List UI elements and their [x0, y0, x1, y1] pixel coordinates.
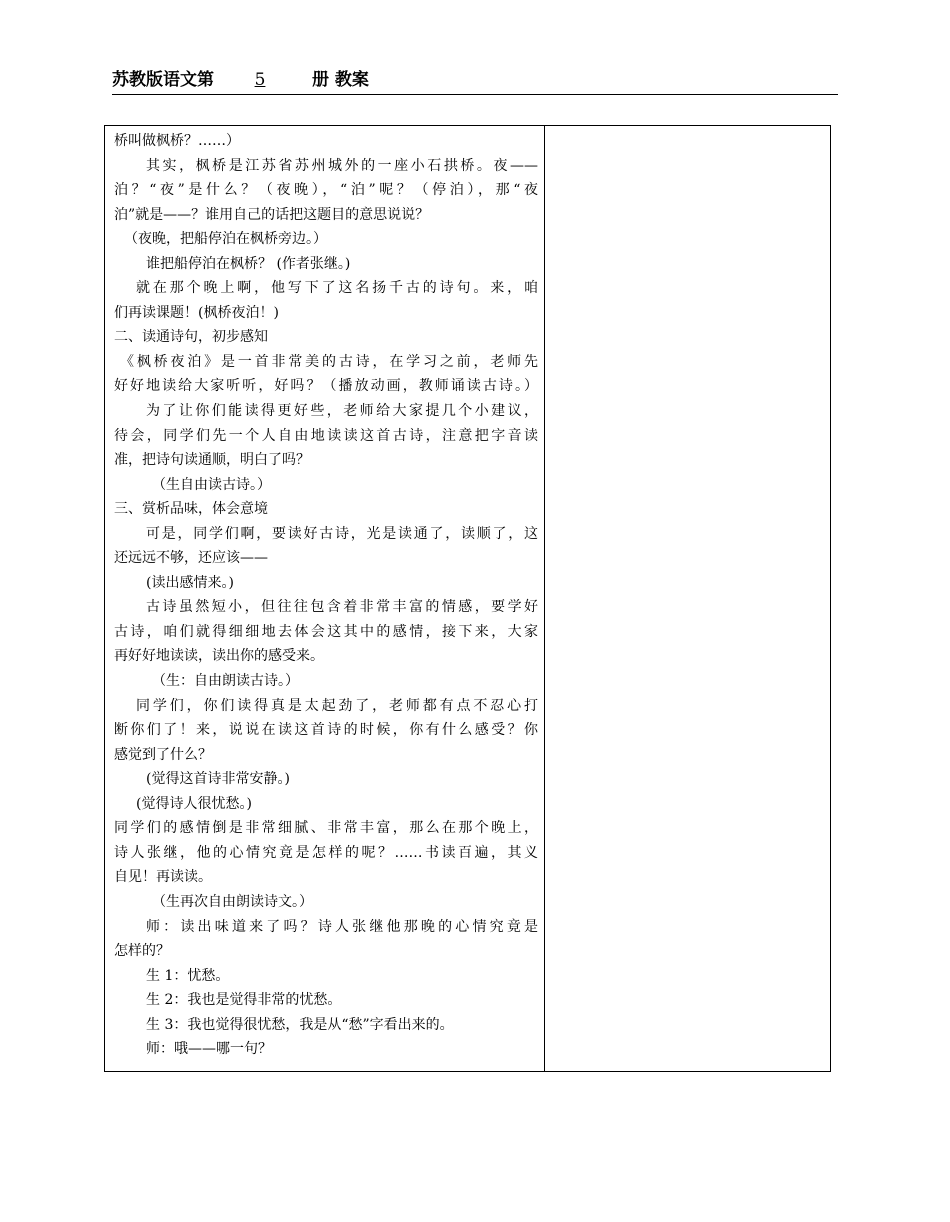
text-line: 还远远不够，还应该—— [114, 550, 268, 567]
text-line: 好好地读给大家听听，好吗？（播放动画，教师诵读古诗。） [114, 378, 538, 395]
lesson-plan-table [104, 125, 831, 1072]
text-line: （生：自由朗读古诗。） [152, 673, 299, 690]
text-line: （生再次自由朗读诗文。） [152, 893, 313, 910]
text-line: 生 2：我也是觉得非常的忧愁。 [146, 992, 342, 1009]
text-line: 同学们，你们读得真是太起劲了，老师都有点不忍心打 [136, 697, 538, 714]
text-line: 待会，同学们先一个人自由地读读这首古诗，注意把字音读 [114, 427, 538, 444]
text-line: 自见！再读读。 [114, 869, 212, 886]
text-line: 桥叫做枫桥？……） [114, 133, 240, 149]
text-line: 感觉到了什么？ [114, 746, 212, 763]
text-line: 谁把船停泊在枫桥？ (作者张继。) [146, 255, 351, 272]
text-line: (觉得诗人很忧愁。) [136, 795, 252, 812]
lesson-content-column [105, 126, 545, 1071]
text-line: 就在那个晚上啊，他写下了这名扬千古的诗句。来，咱 [136, 280, 538, 297]
text-line: 古诗虽然短小，但往往包含着非常丰富的情感，要学好 [146, 599, 538, 616]
text-line: 《枫桥夜泊》是一首非常美的古诗，在学习之前，老师先 [120, 353, 538, 370]
text-line: (读出感情来。) [146, 574, 234, 591]
text-line: 生 3：我也觉得很忧愁，我是从“愁”字看出来的。 [146, 1016, 454, 1033]
text-line: 三、赏析品味，体会意境 [114, 501, 268, 518]
text-line: 怎样的？ [114, 943, 170, 960]
notes-column [545, 126, 830, 1071]
text-line: 们再读课题！(枫桥夜泊！) [114, 304, 279, 321]
header-title: 苏教版语文第 [112, 70, 214, 90]
text-line: 诗人张继，他的心情究竟是怎样的呢？……书读百遍，其义 [114, 844, 538, 861]
text-line: 泊”就是——？谁用自己的话把这题目的意思说说？ [114, 206, 430, 223]
text-line: 师：读出味道来了吗？诗人张继他那晚的心情究竟是 [146, 918, 538, 935]
text-line: 为了让你们能读得更好些，老师给大家提几个小建议， [146, 403, 538, 420]
text-line: 再好好地读读，读出你的感受来。 [114, 648, 324, 665]
volume-number: 5 [254, 70, 266, 90]
text-line: 同学们的感情倒是非常细腻、非常丰富，那么在那个晚上， [114, 820, 538, 837]
text-line: 生 1：忧愁。 [146, 967, 230, 984]
text-line: （夜晚，把船停泊在枫桥旁边。） [124, 231, 327, 248]
text-line: 断你们了！来，说说在读这首诗的时候，你有什么感受？你 [114, 722, 538, 739]
header-suffix: 册 教案 [312, 70, 369, 90]
text-line: (觉得这首诗非常安静。) [146, 771, 290, 788]
text-line: 可是，同学们啊，要读好古诗，光是读通了，读顺了，这 [146, 525, 538, 542]
text-line: 古诗，咱们就得细细地去体会这其中的感情，接下来，大家 [114, 623, 538, 640]
page-header [112, 66, 838, 95]
text-line: 准，把诗句读通顺，明白了吗？ [114, 452, 310, 469]
text-line: 二、读通诗句，初步感知 [114, 329, 268, 346]
text-line: 师：哦——哪一句？ [146, 1041, 272, 1058]
text-line: 泊？“夜”是什么？（夜晚），“泊”呢？（停泊），那“夜 [114, 182, 538, 199]
text-line: 其实，枫桥是江苏省苏州城外的一座小石拱桥。夜—— [146, 157, 538, 174]
text-line: （生自由读古诗。） [152, 476, 271, 493]
